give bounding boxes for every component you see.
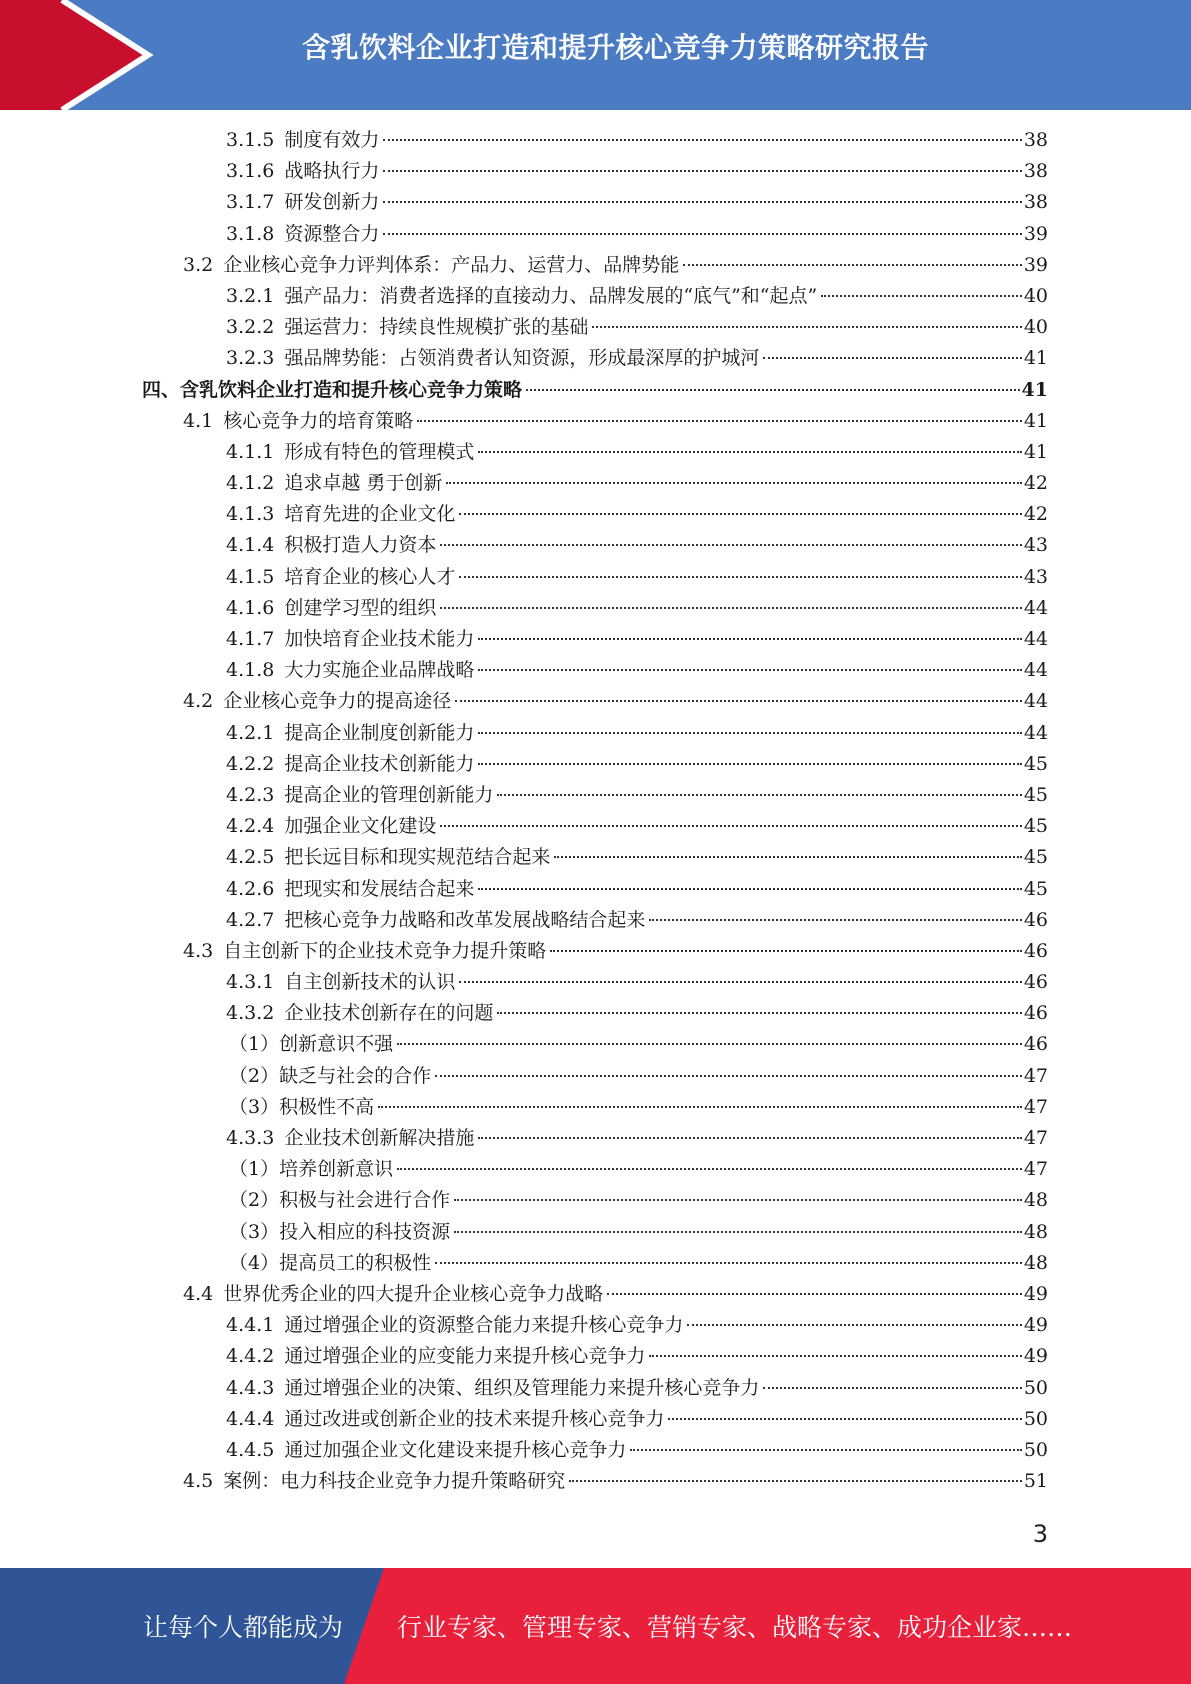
toc-entry[interactable] [0,406,1191,437]
toc-dot-leader [607,1293,1022,1295]
toc-entry[interactable] [0,1154,1191,1185]
toc-dot-leader [763,1387,1021,1389]
toc-entry-number: 4.2.1 [226,721,275,744]
toc-entry-text: （1）培养创新意识 [229,1158,394,1181]
toc-dot-leader [478,732,1021,734]
toc-dot-leader [383,201,1021,203]
toc-entry-page: 40 [1023,284,1048,307]
toc-entry[interactable] [0,250,1191,281]
toc-entry-page: 38 [1023,191,1048,214]
toc-entry-text: 企业核心竞争力评判体系：产品力、运营力、品牌势能 [223,253,680,276]
toc-entry[interactable] [0,1279,1191,1310]
toc-dot-leader [526,389,1020,391]
toc-entry[interactable] [0,1341,1191,1372]
toc-dot-leader [397,1043,1022,1045]
toc-entry[interactable] [0,655,1191,686]
toc-entry-page: 44 [1023,690,1048,713]
toc-entry-page: 49 [1023,1314,1048,1337]
toc-entry-title [226,718,474,749]
toc-entry-title [142,375,522,406]
toc-dot-leader [440,544,1021,546]
toc-entry[interactable] [0,281,1191,312]
toc-entry[interactable] [0,967,1191,998]
toc-entry-text: （3）积极性不高 [229,1095,375,1118]
toc-entry-title [226,343,759,374]
toc-entry[interactable] [0,375,1191,406]
toc-dot-leader [478,888,1021,890]
toc-entry-number: 3.2 [183,253,214,276]
toc-entry-number: 3.2.1 [226,284,275,307]
toc-entry-title [229,1092,374,1123]
toc-entry[interactable] [0,1185,1191,1216]
toc-entry-page: 41 [1023,347,1048,370]
toc-entry[interactable] [0,1217,1191,1248]
toc-dot-leader [417,420,1022,422]
toc-dot-leader [478,638,1021,640]
toc-entry-number: 3.1.7 [226,191,275,214]
toc-entry-page: 39 [1023,253,1048,276]
toc-dot-leader [497,1012,1021,1014]
toc-entry-number: 4.1.1 [226,440,275,463]
toc-entry-text: 通过增强企业的应变能力来提升核心竞争力 [284,1345,646,1368]
toc-entry-title [226,1123,474,1154]
toc-entry-number: 4.1 [183,409,214,432]
toc-entry-title [226,1373,759,1404]
toc-entry-title [226,562,455,593]
toc-entry-number: 3.1.8 [226,222,275,245]
toc-entry-text: 世界优秀企业的四大提升企业核心竞争力战略 [223,1282,604,1305]
toc-entry-text: 强运营力：持续良性规模扩张的基础 [284,316,589,339]
toc-entry-page: 41 [1023,440,1048,463]
toc-entry-number: 4.1.8 [226,659,275,682]
toc-entry-page: 43 [1023,565,1048,588]
toc-entry-page: 45 [1023,877,1048,900]
toc-entry-text: 提高企业制度创新能力 [284,721,475,744]
toc-entry-page: 44 [1023,596,1048,619]
toc-entry-title [226,842,550,873]
toc-entry-title [226,1404,664,1435]
toc-entry-title [183,1279,603,1310]
toc-entry-title [226,593,436,624]
toc-entry[interactable] [0,686,1191,717]
toc-entry-page: 50 [1023,1438,1048,1461]
toc-entry-number: 4.1.3 [226,503,275,526]
toc-entry-text: 强产品力：消费者选择的直接动力、品牌发展的“底气”和“起点” [284,284,818,307]
toc-entry[interactable] [0,1310,1191,1341]
toc-entry-number: 4.2.7 [226,908,275,931]
toc-entry-page: 45 [1023,783,1048,806]
toc-entry-title [226,281,817,312]
toc-entry-title [229,1061,431,1092]
toc-entry-text: 提高企业技术创新能力 [284,752,475,775]
toc-entry[interactable] [0,156,1191,187]
toc-entry[interactable] [0,936,1191,967]
toc-dot-leader [454,1199,1022,1201]
toc-entry[interactable] [0,1092,1191,1123]
toc-entry-title [226,219,379,250]
toc-entry-text: 把现实和发展结合起来 [284,877,475,900]
toc-entry-text: 把核心竞争力战略和改革发展战略结合起来 [284,908,646,931]
toc-entry[interactable] [0,624,1191,655]
toc-entry-page: 41 [1023,409,1048,432]
toc-entry-page: 46 [1023,1002,1048,1025]
toc-entry-page: 45 [1023,815,1048,838]
toc-entry-number: 4.1.4 [226,534,275,557]
toc-entry-number: 3.2.3 [226,347,275,370]
toc-dot-leader [683,264,1022,266]
toc-dot-leader [378,1106,1022,1108]
toc-entry-number: 3.1.5 [226,129,275,151]
toc-entry[interactable] [0,811,1191,842]
toc-entry-text: 案例：电力科技企业竞争力提升策略研究 [223,1470,566,1493]
toc-entry-text: 资源整合力 [284,222,380,245]
toc-entry-number: 4.3.3 [226,1127,275,1149]
toc-entry-number: 4.4.4 [226,1407,275,1430]
toc-entry[interactable] [0,874,1191,905]
toc-entry-title [229,1154,393,1185]
toc-entry-text: 加强企业文化建设 [284,815,437,838]
toc-entry-title [226,905,645,936]
toc-entry-page: 47 [1023,1064,1048,1087]
toc-entry-text: 通过加强企业文化建设来提升核心竞争力 [284,1438,627,1461]
toc-entry-title [226,530,436,561]
toc-entry-page: 46 [1023,908,1048,931]
toc-entry-number: 4.2.2 [226,752,275,775]
toc-entry-title [226,811,436,842]
toc-entry[interactable] [0,780,1191,811]
toc-entry-page: 51 [1023,1470,1048,1493]
toc-entry-number: 4.2.5 [226,846,275,869]
toc-entry-text: 强品牌势能：占领消费者认知资源，形成最深厚的护城河 [284,347,760,370]
toc-entry-text: 提高企业的管理创新能力 [284,783,494,806]
toc-dot-leader [440,607,1021,609]
toc-entry-title [226,1341,645,1372]
toc-dot-leader [478,763,1021,765]
toc-entry-text: 企业技术创新解决措施 [284,1127,475,1149]
toc-entry-page: 45 [1023,846,1048,869]
toc-entry-title [226,437,474,468]
toc-entry-text: 企业技术创新存在的问题 [284,1002,494,1025]
toc-entry-title [183,250,679,281]
toc-entry[interactable] [0,312,1191,343]
toc-entry-page: 46 [1023,1033,1048,1056]
toc-entry[interactable] [0,1029,1191,1060]
toc-entry-text: 制度有效力 [284,129,380,151]
toc-entry-text: 通过增强企业的决策、组织及管理能力来提升核心竞争力 [284,1376,760,1399]
toc-entry-number: 4.3.1 [226,971,275,994]
toc-entry-title [226,499,455,530]
toc-dot-leader [383,139,1021,141]
toc-dot-leader [454,1231,1022,1233]
toc-entry-number: 4.4 [183,1282,214,1305]
toc-entry-page: 49 [1023,1282,1048,1305]
page-footer [0,1568,1191,1684]
toc-dot-leader [821,295,1022,297]
toc-entry[interactable] [0,187,1191,218]
toc-entry-title [226,125,379,156]
toc-dot-leader [649,1355,1021,1357]
toc-entry-text: 通过改进或创新企业的技术来提升核心竞争力 [284,1407,665,1430]
toc-entry[interactable] [0,998,1191,1029]
toc-entry-text: 自主创新技术的认识 [284,971,456,994]
toc-dot-leader [554,856,1021,858]
toc-entry[interactable] [0,499,1191,530]
toc-entry-text: 核心竞争力的培育策略 [223,409,414,432]
toc-dot-leader [630,1449,1021,1451]
toc-dot-leader [455,700,1022,702]
toc-entry-number: 4.2 [183,690,214,713]
toc-entry[interactable] [0,125,1191,156]
toc-entry-number: 4.2.4 [226,815,275,838]
toc-entry-page: 48 [1023,1251,1048,1274]
toc-entry-text: （1）创新意识不强 [229,1033,394,1056]
toc-entry-title [229,1185,450,1216]
toc-entry[interactable] [0,593,1191,624]
table-of-contents [0,125,1191,1497]
toc-dot-leader [763,357,1021,359]
toc-entry-title [226,1435,626,1466]
toc-entry-title [183,936,546,967]
toc-entry-page: 45 [1023,752,1048,775]
toc-entry-text: （2）缺乏与社会的合作 [229,1064,432,1087]
toc-dot-leader [435,1262,1022,1264]
toc-entry-text: 追求卓越 勇于创新 [284,472,443,495]
toc-entry[interactable] [0,749,1191,780]
toc-entry-page: 47 [1023,1158,1048,1181]
page-header [0,0,1191,110]
toc-entry[interactable] [0,562,1191,593]
toc-entry[interactable] [0,1404,1191,1435]
toc-entry-page: 47 [1023,1127,1048,1149]
toc-entry-page: 47 [1023,1095,1048,1118]
toc-entry-text: 研发创新力 [284,191,380,214]
toc-entry-number: 4.2.3 [226,783,275,806]
toc-entry-title [226,967,455,998]
toc-dot-leader [383,233,1021,235]
toc-entry-page: 40 [1023,316,1048,339]
toc-entry[interactable] [0,530,1191,561]
toc-entry[interactable] [0,437,1191,468]
toc-entry-number: 4.3.2 [226,1002,275,1025]
toc-dot-leader [569,1480,1022,1482]
toc-entry[interactable] [0,1061,1191,1092]
toc-entry-text: 大力实施企业品牌战略 [284,659,475,682]
toc-entry-page: 50 [1023,1376,1048,1399]
toc-entry-page: 42 [1023,472,1048,495]
toc-entry-number: 4.4.1 [226,1314,275,1337]
toc-entry-title [226,156,379,187]
toc-entry-page: 44 [1023,721,1048,744]
toc-entry-text: 培育企业的核心人才 [284,565,456,588]
toc-entry[interactable] [0,1248,1191,1279]
toc-entry-text: 四、含乳饮料企业打造和提升核心竞争力策略 [142,378,523,401]
toc-entry[interactable] [0,343,1191,374]
toc-entry-number: 4.1.7 [226,628,275,650]
toc-entry-page: 41 [1021,378,1048,401]
toc-entry-title [226,312,588,343]
toc-entry-number: 4.1.5 [226,565,275,588]
toc-entry[interactable] [0,1466,1191,1497]
toc-entry-number: 4.2.6 [226,877,275,900]
toc-entry-number: 4.4.5 [226,1438,275,1461]
toc-dot-leader [397,1168,1022,1170]
toc-entry-page: 44 [1023,659,1048,682]
toc-entry-number: 3.1.6 [226,160,275,183]
toc-dot-leader [440,825,1021,827]
toc-entry[interactable] [0,718,1191,749]
page-number: 3 [1032,1520,1048,1548]
toc-entry-title [226,655,474,686]
toc-dot-leader [649,919,1021,921]
toc-entry-title [226,749,474,780]
toc-entry[interactable] [0,1435,1191,1466]
toc-entry-title [226,780,493,811]
toc-entry-title [226,874,474,905]
toc-entry-text: 积极打造人力资本 [284,534,437,557]
toc-entry-number: 4.1.2 [226,472,275,495]
toc-entry-text: 形成有特色的管理模式 [284,440,475,463]
toc-entry-page: 38 [1023,129,1048,151]
toc-entry-number: 4.5 [183,1470,214,1493]
toc-dot-leader [550,950,1022,952]
toc-entry-text: （3）投入相应的科技资源 [229,1220,451,1243]
toc-dot-leader [435,1075,1022,1077]
toc-entry[interactable] [0,1123,1191,1154]
toc-entry[interactable] [0,468,1191,499]
toc-entry-text: （4）提高员工的积极性 [229,1251,432,1274]
toc-dot-leader [478,1137,1021,1139]
toc-entry-page: 39 [1023,222,1048,245]
toc-dot-leader [446,482,1021,484]
toc-entry-page: 48 [1023,1189,1048,1212]
toc-entry-text: 通过增强企业的资源整合能力来提升核心竞争力 [284,1314,684,1337]
toc-entry-title [229,1217,450,1248]
toc-entry-text: 把长远目标和现实规范结合起来 [284,846,551,869]
toc-entry-page: 42 [1023,503,1048,526]
footer-slogan-left: 让每个人都能成为 [143,1613,344,1642]
footer-slogan-right: 行业专家、管理专家、营销专家、战略专家、成功企业家…… [397,1613,1073,1642]
toc-entry-title [226,998,493,1029]
toc-entry-title [183,406,413,437]
toc-dot-leader [459,513,1021,515]
toc-dot-leader [383,170,1021,172]
toc-entry-number: 3.2.2 [226,316,275,339]
toc-entry-page: 49 [1023,1345,1048,1368]
toc-entry-text: 战略执行力 [284,160,380,183]
toc-entry-title [226,468,442,499]
toc-entry-text: 自主创新下的企业技术竞争力提升策略 [223,939,547,962]
toc-entry-title [229,1248,431,1279]
toc-entry-page: 50 [1023,1407,1048,1430]
toc-entry[interactable] [0,219,1191,250]
toc-entry[interactable] [0,905,1191,936]
toc-entry[interactable] [0,1373,1191,1404]
toc-entry-page: 46 [1023,939,1048,962]
toc-entry-text: 创建学习型的组织 [284,596,437,619]
toc-entry-text: 加快培育企业技术能力 [284,628,475,650]
toc-entry-page: 48 [1023,1220,1048,1243]
toc-entry-title [229,1029,393,1060]
toc-dot-leader [478,451,1021,453]
toc-entry-text: 企业核心竞争力的提高途径 [223,690,452,713]
toc-dot-leader [459,576,1021,578]
toc-dot-leader [497,794,1021,796]
toc-dot-leader [668,1418,1021,1420]
toc-entry-number: 4.4.2 [226,1345,275,1368]
toc-entry-page: 46 [1023,971,1048,994]
toc-entry-page: 44 [1023,628,1048,650]
toc-entry-number: 4.1.6 [226,596,275,619]
toc-dot-leader [592,326,1021,328]
toc-entry-number: 4.4.3 [226,1376,275,1399]
toc-entry-page: 43 [1023,534,1048,557]
toc-dot-leader [459,981,1021,983]
report-title: 含乳饮料企业打造和提升核心竞争力策略研究报告 [301,31,929,64]
toc-entry-title [183,1466,565,1497]
toc-entry-title [226,187,379,218]
toc-dot-leader [687,1324,1021,1326]
toc-entry-number: 4.3 [183,939,214,962]
toc-entry-title [226,1310,683,1341]
toc-entry-page: 38 [1023,160,1048,183]
toc-entry-text: 培育先进的企业文化 [284,503,456,526]
toc-dot-leader [478,669,1021,671]
toc-entry[interactable] [0,842,1191,873]
toc-entry-text: （2）积极与社会进行合作 [229,1189,451,1212]
toc-entry-title [226,624,474,655]
toc-entry-title [183,686,451,717]
